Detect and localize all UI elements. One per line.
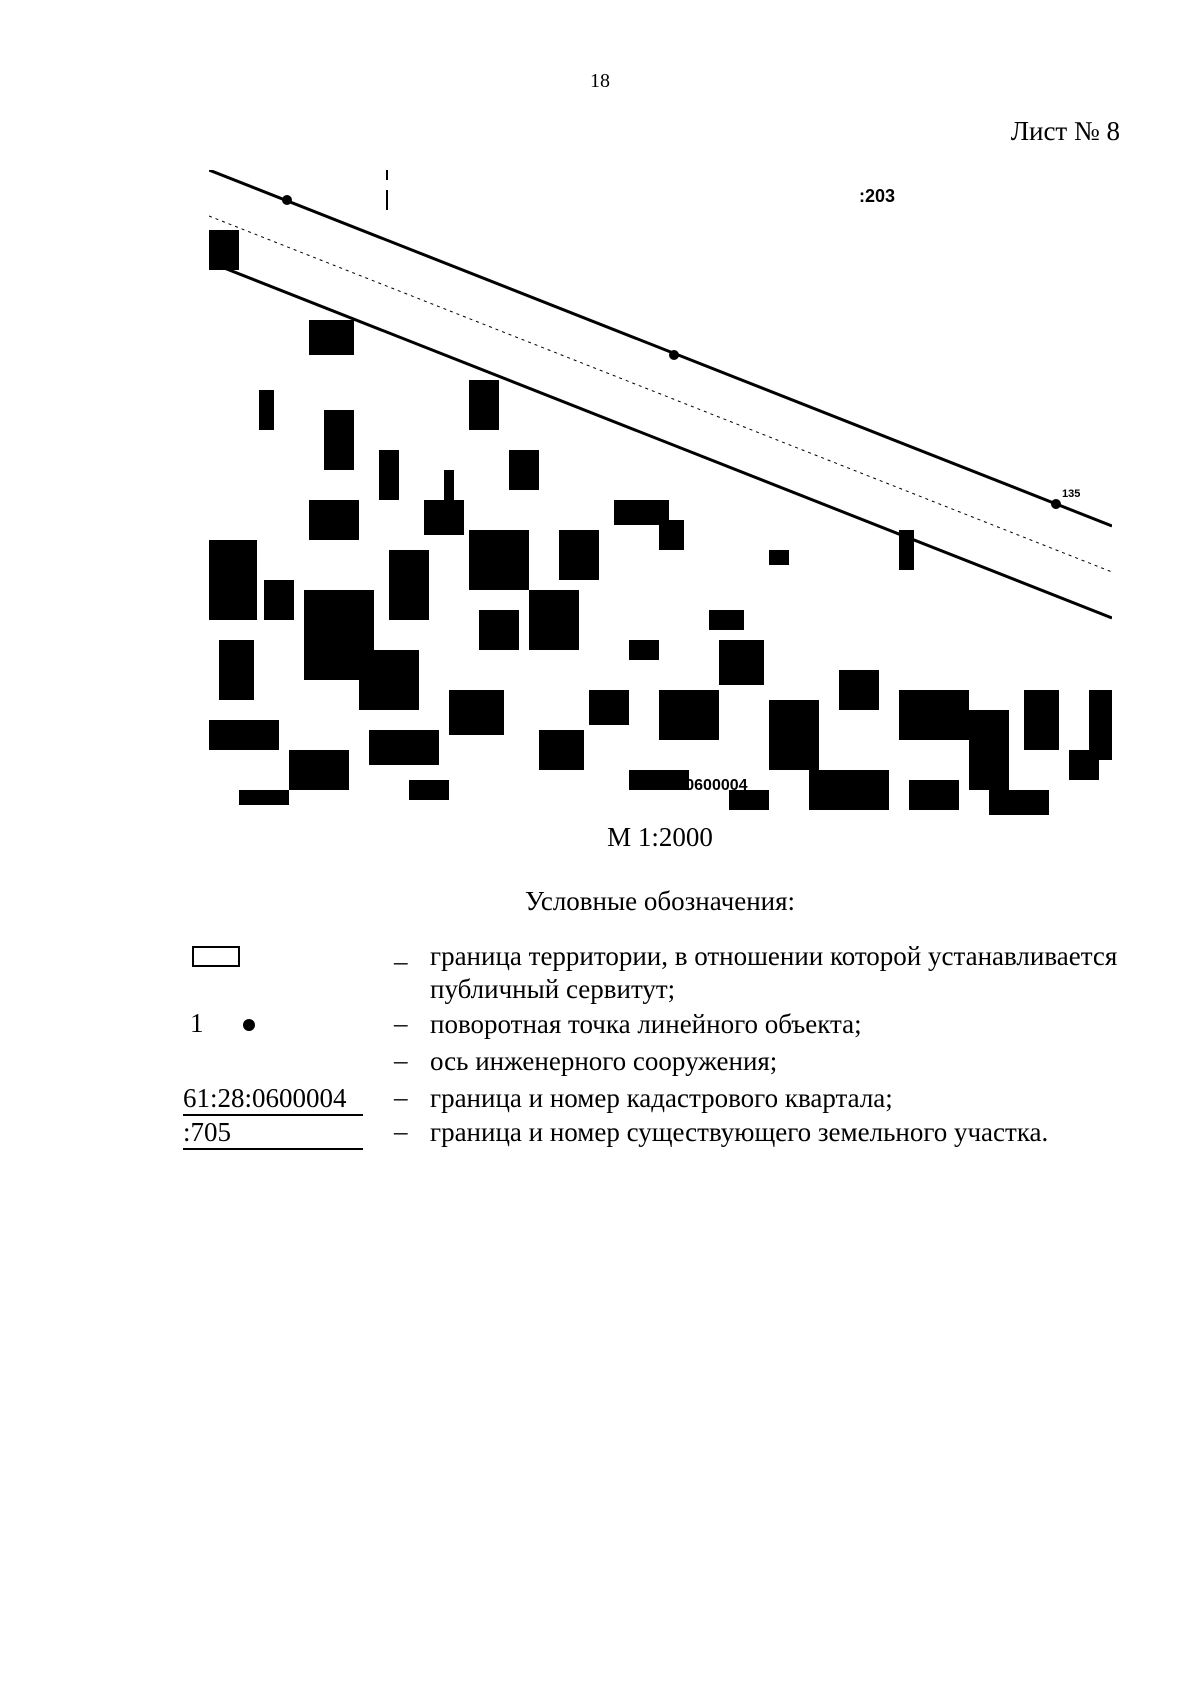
legend-text: граница и номер кадастрового квартала; — [430, 1083, 893, 1113]
point-number: 1 — [190, 1008, 204, 1038]
legend-row — [180, 1082, 1120, 1115]
rectangle-icon — [192, 946, 240, 967]
cadastral-block-symbol: 61:28:0600004 — [183, 1082, 363, 1116]
legend-row — [180, 1045, 1120, 1078]
legend-dash: – — [394, 1008, 408, 1038]
legend-dash: – — [394, 1082, 408, 1112]
parcel-symbol: :705 — [183, 1116, 363, 1150]
legend-text: ось инженерного сооружения; — [430, 1046, 778, 1076]
cadastral-map — [209, 170, 1112, 818]
parcel-203-label: :203 — [859, 186, 896, 206]
legend-row — [180, 1116, 1120, 1149]
legend-dash: – — [394, 1116, 408, 1146]
point-135-label: 135 — [1062, 488, 1081, 500]
legend-text: поворотная точка линейного объекта; — [430, 1009, 862, 1039]
legend-dash: – — [394, 1045, 408, 1075]
page-number: 18 — [590, 70, 610, 92]
legend-row — [180, 940, 1120, 1006]
legend-row — [180, 1008, 1120, 1041]
cadastral-block-map-label: 61:28:0600004 — [639, 777, 748, 794]
legend-text: граница территории, в отношении которой устанавливается публичный сервитут; — [430, 941, 1118, 1004]
map-scale: М 1:2000 — [607, 822, 713, 852]
dot-icon — [243, 1019, 255, 1031]
map-background-blobs — [209, 230, 1112, 815]
legend-title: Условные обозначения: — [524, 886, 796, 916]
legend-dash: – — [394, 946, 408, 976]
legend-text: граница и номер существующего земельного участка. — [430, 1117, 1049, 1147]
sheet-label: Лист № 8 — [1010, 116, 1120, 146]
